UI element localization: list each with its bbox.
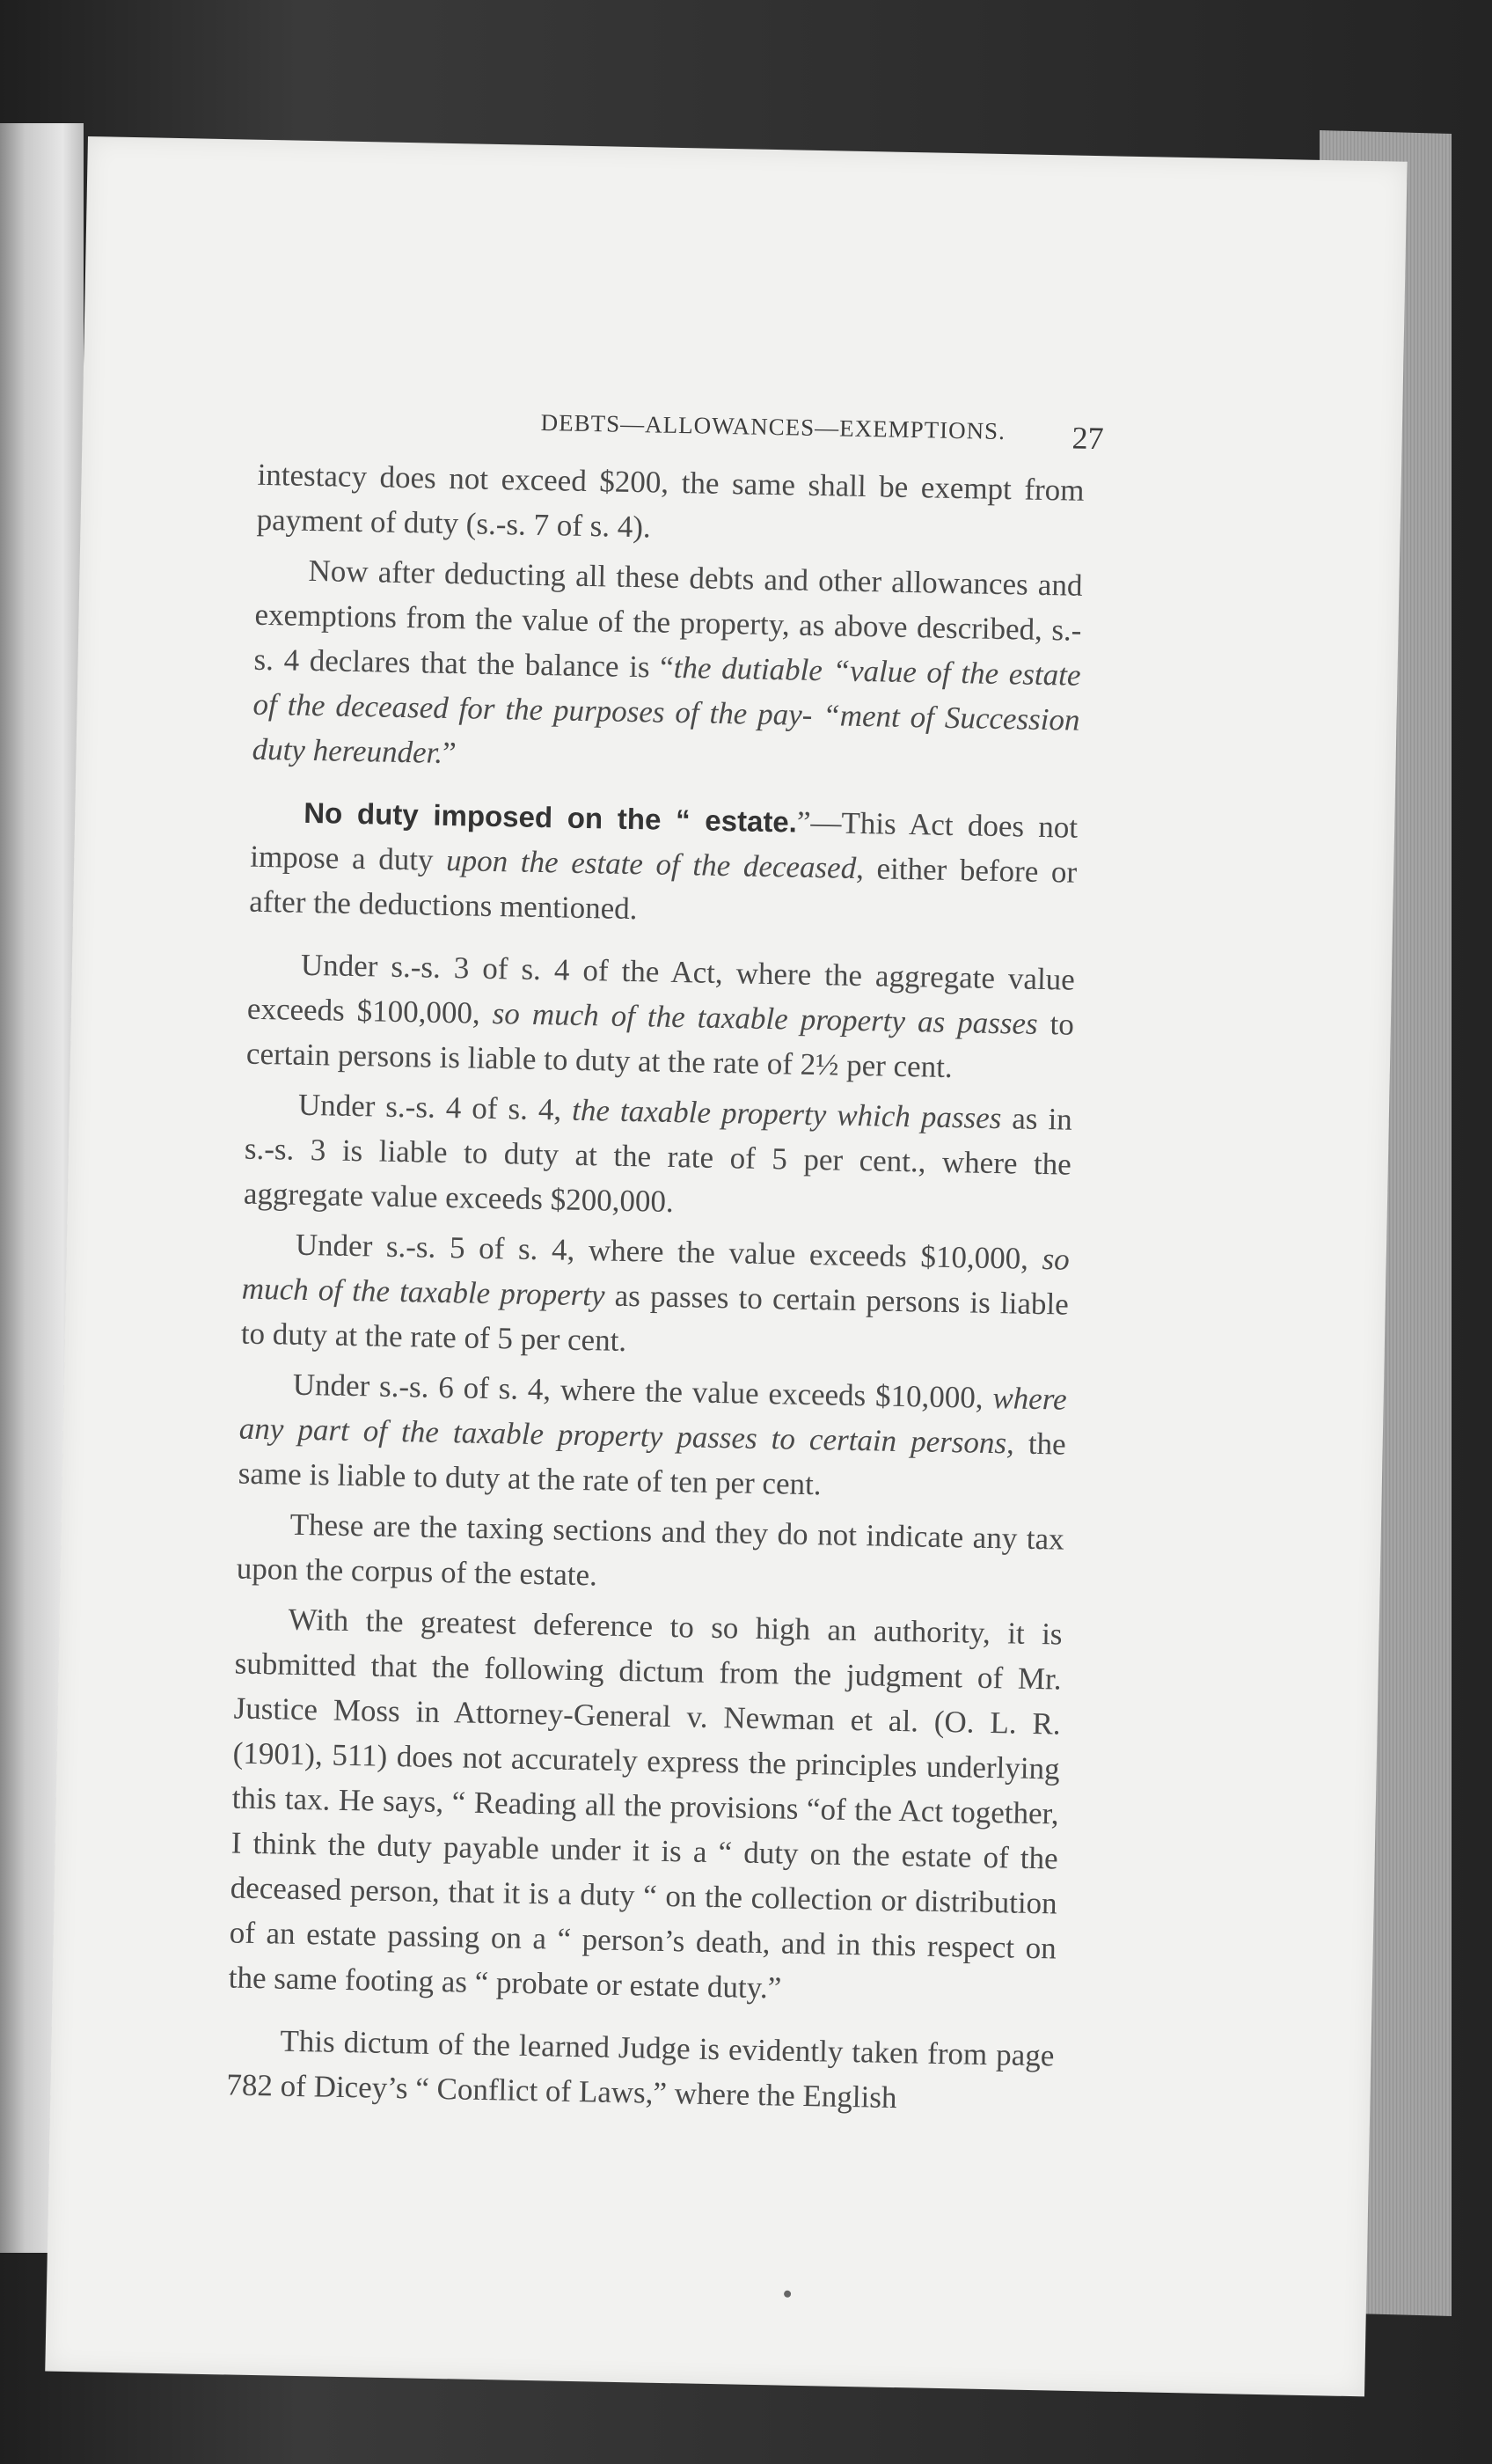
book-page xyxy=(45,136,1407,2396)
paragraph-ss4 xyxy=(243,1082,1072,1232)
paragraph-deductions xyxy=(252,547,1083,788)
paragraph-text: the same is liable to duty at the rate of ten per cent. xyxy=(238,1426,1067,1502)
paragraph-intestacy xyxy=(256,452,1085,558)
paragraph-text: as passes to certain persons is liable to duty at the rate of 5 per cent. xyxy=(240,1278,1070,1359)
paragraph-text: ” xyxy=(442,735,457,771)
paragraph-text: Now after deducting all these debts and other allowances and exemptions from the value of the property, as above described, s.-s. 4 declares that the balance is “ xyxy=(253,553,1083,685)
italic-phrase: upon the estate of the deceased xyxy=(445,842,857,885)
paragraph-text: ”—This Act does not impose a duty xyxy=(249,804,1079,877)
italic-phrase: where any part of the taxable property passes to certain persons, xyxy=(238,1381,1068,1461)
paragraph-no-duty-estate xyxy=(249,789,1079,940)
paragraph-text: Under s.-s. 5 of s. 4, where the value exceeds $10,000, xyxy=(295,1227,1042,1277)
paragraph-text: Under s.-s. 3 of s. 4 of the Act, where the aggregate value exceeds $100,000, xyxy=(246,947,1076,1031)
paragraph-text: These are the taxing sections and they do not indicate any tax upon the corpus of the estate. xyxy=(236,1507,1064,1593)
paragraph-ss5 xyxy=(240,1221,1070,1372)
italic-phrase: so much of the taxable property as passes xyxy=(492,996,1038,1041)
paragraph-text: This dictum of the learned Judge is evidently taken from page 782 of Dicey’s “ Conflict of Laws,” where the English xyxy=(226,2023,1055,2116)
italic-quote: the dutiable “value of the estate of the deceased for the purposes of the pay- “ment of Succession duty hereunder. xyxy=(252,649,1081,770)
italic-phrase: so much of the taxable property xyxy=(241,1242,1071,1313)
page-number: 27 xyxy=(1071,420,1105,457)
paragraph-text: , either before or after the deductions mentioned. xyxy=(248,850,1078,927)
paragraph-text: Under s.-s. 4 of s. 4, xyxy=(297,1087,573,1127)
italic-phrase: the taxable property which passes xyxy=(571,1092,1002,1136)
paragraph-text: With the greatest deference to so high an authority, it is submitted that the following dictum from the judgment of Mr. Justice Moss in Attorney-General v. Newman et al. (O. L. R. (1901), 511) does not accurately express the principles underlying this tax. He says, “ Reading all the provisions “of the Act together, I think the duty payable under it is a “ duty on the estate of the deceased person, that it is a duty “ on the collection or distribution of an estate passing on a “ person’s death, and in this respect on the same footing as “ probate or estate duty.” xyxy=(228,1602,1063,2006)
paragraph-text: Under s.-s. 6 of s. 4, where the value exceeds $10,000, xyxy=(292,1367,993,1416)
paragraph-ss6 xyxy=(238,1361,1067,1512)
body-text xyxy=(226,452,1085,2141)
running-head: DEBTS—ALLOWANCES—EXEMPTIONS. xyxy=(540,408,1006,445)
paragraph-text: to certain persons is liable to duty at the rate of 2½ per cent. xyxy=(245,1006,1075,1085)
paragraph-text: intestacy does not exceed $200, the same shall be exempt from payment of duty (s.-s. 7 of s. 4). xyxy=(256,457,1085,545)
paragraph-dicey xyxy=(226,2017,1055,2123)
paragraph-ss3 xyxy=(246,942,1076,1092)
paragraph-dictum xyxy=(228,1596,1063,2016)
paragraph-text: as in s.-s. 3 is liable to duty at the rate of 5 per cent., where the aggregate value exceeds $200,000. xyxy=(243,1101,1073,1219)
paragraph-taxing-sections xyxy=(236,1501,1064,1607)
section-heading: No duty imposed on the “ estate. xyxy=(303,796,798,839)
print-speck xyxy=(784,2291,791,2298)
